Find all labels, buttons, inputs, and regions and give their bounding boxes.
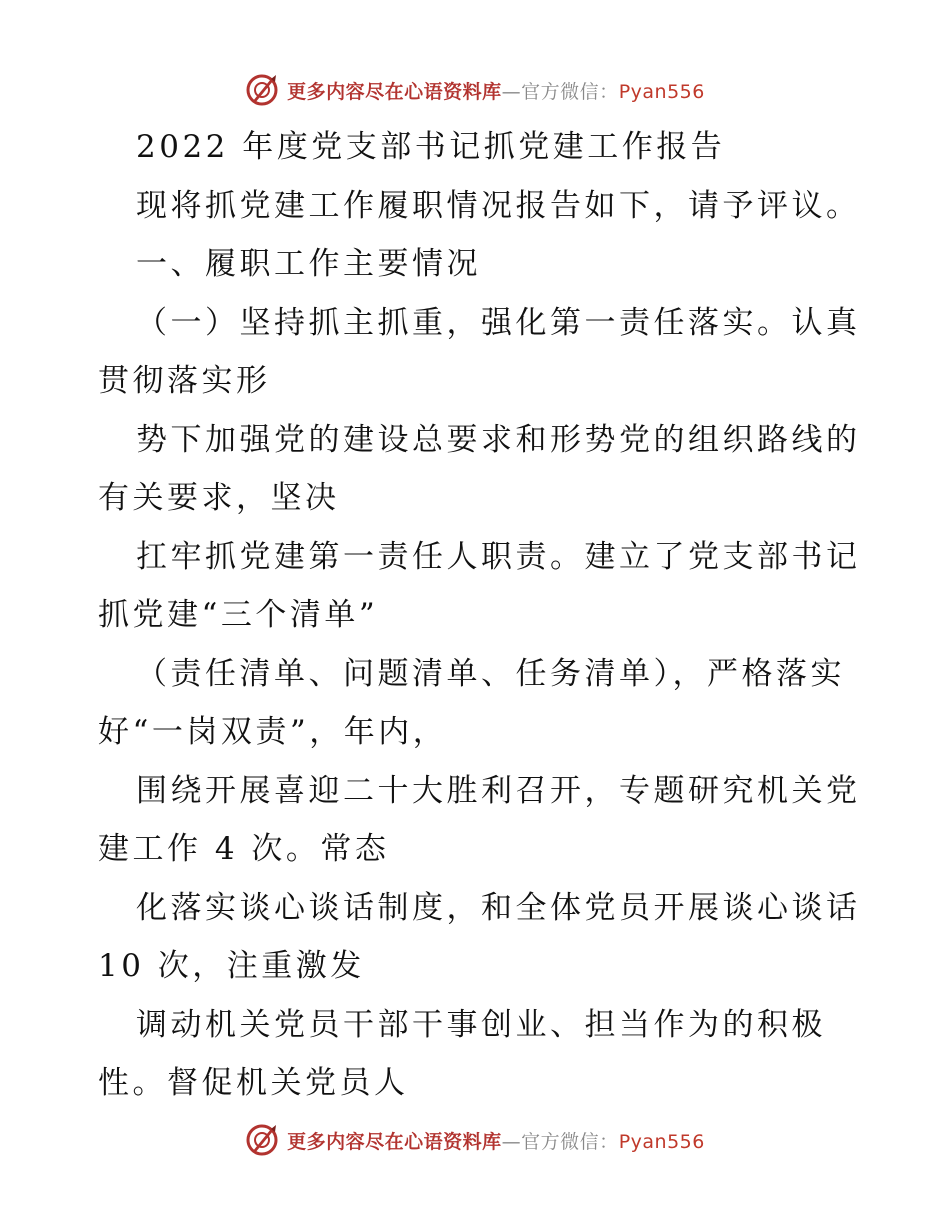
watermark-text — [287, 1127, 705, 1154]
document-title: 2022 年度党支部书记抓党建工作报告 — [136, 129, 726, 165]
quill-seal-icon — [245, 73, 279, 107]
paragraph-line: 调动机关党员干部干事创业、担当作为的积极 — [136, 1006, 826, 1043]
header-watermark — [0, 70, 950, 110]
watermark-separator: — — [501, 1130, 522, 1153]
paragraph-line: 性。督促机关党员人 — [98, 1065, 409, 1101]
watermark-separator: — — [501, 80, 522, 103]
footer-watermark — [0, 1120, 950, 1160]
watermark-wechat-id: Pyan556 — [618, 1130, 705, 1153]
paragraph-line: 建工作 4 次。常态 — [98, 831, 390, 867]
watermark-wechat-id: Pyan556 — [618, 80, 705, 103]
paragraph-line: （责任清单、问题清单、任务清单），严格落实 — [136, 655, 845, 692]
watermark-site-text: 更多内容尽在心语资料库 — [287, 1130, 502, 1153]
watermark-text — [287, 77, 705, 104]
paragraph-line: 有关要求，坚决 — [98, 480, 340, 516]
paragraph-line: 10 次，注重激发 — [98, 948, 365, 984]
document-body — [98, 118, 861, 1113]
paragraph-line: 好“一岗双责”，年内， — [98, 714, 448, 750]
paragraph-line: 化落实谈心谈话制度，和全体党员开展谈心谈话 — [136, 889, 861, 926]
paragraph-line: 扛牢抓党建第一责任人职责。建立了党支部书记 — [136, 538, 861, 575]
quill-seal-icon — [245, 1123, 279, 1157]
paragraph-line: 围绕开展喜迎二十大胜利召开，专题研究机关党 — [136, 772, 861, 809]
intro-paragraph: 现将抓党建工作履职情况报告如下，请予评议。 — [136, 187, 861, 224]
watermark-wechat-label: 官方微信： — [521, 1130, 619, 1153]
watermark-site-text: 更多内容尽在心语资料库 — [287, 80, 502, 103]
paragraph-line: 贯彻落实形 — [98, 363, 271, 399]
section-heading: 一、履职工作主要情况 — [136, 246, 481, 282]
paragraph-line: 势下加强党的建设总要求和形势党的组织路线的 — [136, 421, 861, 458]
watermark-wechat-label: 官方微信： — [521, 80, 619, 103]
paragraph-line: 抓党建“三个清单” — [98, 597, 379, 633]
paragraph-line: （一）坚持抓主抓重，强化第一责任落实。认真 — [136, 304, 861, 341]
